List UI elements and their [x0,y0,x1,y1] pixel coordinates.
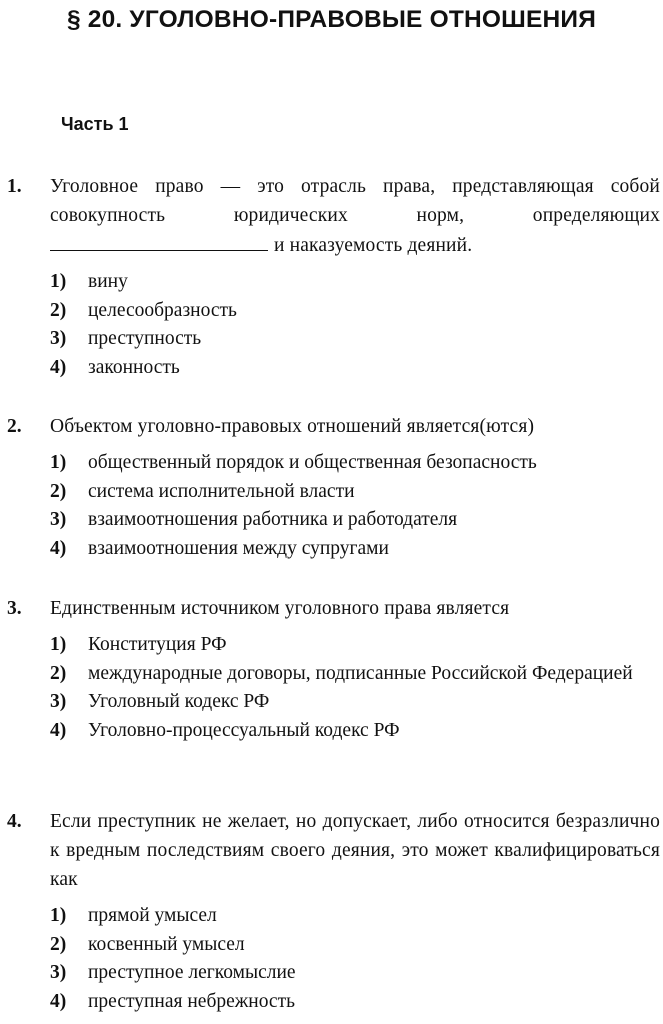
option-text: общественный порядок и общественная безопасность [88,452,537,473]
option [50,325,660,354]
question-number: 4. [7,811,22,832]
option-number: 2) [50,299,67,321]
option-number: 2) [50,933,67,955]
options-list [50,631,660,745]
option [50,988,660,1017]
option-number: 2) [50,480,67,502]
question-text: Единственным источником уголовного права является [50,598,510,619]
option-number: 1) [50,634,67,655]
question-4 [0,807,660,1016]
option-text: система исполнительной власти [88,480,355,502]
option-number: 1) [50,271,67,292]
option-text: прямой умысел [88,905,217,926]
option-number: 3) [50,509,67,530]
option-number: 3) [50,691,67,712]
answer-blank [50,230,268,251]
option-text: преступная небрежность [88,990,295,1012]
option [50,297,660,326]
option-text: целесообразность [88,299,237,321]
option [50,506,660,535]
option [50,688,660,717]
option-number: 2) [50,662,67,684]
option-text: преступное легкомыслие [88,962,296,983]
option [50,717,660,746]
question-number: 1. [7,176,22,197]
part-heading: Часть 1 [61,114,129,134]
option-number: 1) [50,905,67,926]
option [50,959,660,988]
option [50,535,660,564]
option-text: вину [88,271,128,292]
option-text: преступность [88,328,202,349]
option-text: международные договоры, подписанные Российской Федерацией [88,662,633,684]
question-text: Если преступник не желает, но допускает, либо относится безразлично к вредным последствиям своего деяния, это может квалифицироваться как [50,811,660,890]
option-number: 4) [50,356,67,378]
option-text: Конституция РФ [88,634,227,655]
option-text: Уголовный кодекс РФ [88,691,270,712]
question-text-after: и наказуемость деяний. [274,235,473,256]
option-text: косвенный умысел [88,933,245,955]
question-text-before: Уголовное право — это отрасль права, представляющая собой совокупность юридических норм, определяющих [50,176,660,226]
question-text: Объектом уголовно-правовых отношений является(ются) [50,416,535,437]
option-number: 3) [50,328,67,349]
option [50,631,660,660]
option-number: 4) [50,719,67,741]
option-text: взаимоотношения между супругами [88,537,389,559]
section-title: § 20. УГОЛОВНО-ПРАВОВЫЕ ОТНОШЕНИЯ [66,6,597,33]
option [50,354,660,383]
option [50,478,660,507]
options-list [50,902,660,1016]
question-3 [0,594,660,745]
option-number: 1) [50,452,67,473]
options-list [50,268,660,382]
question-2 [0,412,660,563]
question-1 [0,172,660,382]
option-number: 4) [50,537,67,559]
option-text: законность [88,356,180,378]
option-text: взаимоотношения работника и работодателя [88,509,458,530]
option-number: 3) [50,962,67,983]
option [50,660,660,689]
options-list [50,449,660,563]
option [50,931,660,960]
question-number: 2. [7,416,22,437]
option [50,268,660,297]
question-text [50,172,660,260]
option [50,449,660,478]
question-number: 3. [7,598,22,619]
option-text: Уголовно-процессуальный кодекс РФ [88,719,400,741]
option-number: 4) [50,990,67,1012]
option [50,902,660,931]
